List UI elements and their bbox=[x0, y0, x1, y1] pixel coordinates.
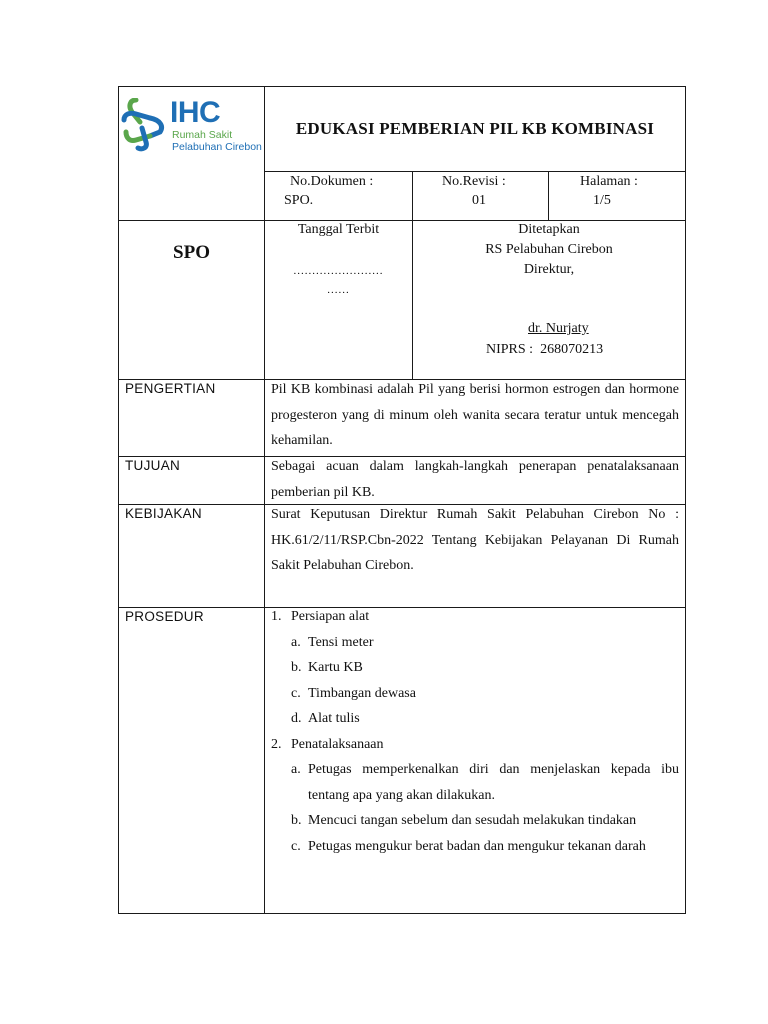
substep-text: Alat tulis bbox=[308, 711, 360, 726]
substep-letter: c. bbox=[291, 838, 301, 854]
page-value: 1/5 bbox=[593, 193, 611, 208]
issue-date-dots: ........................ bbox=[293, 265, 384, 277]
procedure-substep bbox=[271, 834, 679, 860]
hospital-logo bbox=[118, 92, 264, 162]
procedure-substep bbox=[271, 630, 679, 656]
procedure-list bbox=[271, 604, 679, 859]
step-number: 1. bbox=[271, 609, 282, 624]
procedure-substep bbox=[271, 655, 679, 681]
director-niprs: NIPRS : 268070213 bbox=[486, 342, 604, 357]
procedure-substep bbox=[271, 681, 679, 707]
logo-line1: Rumah Sakit bbox=[172, 129, 233, 141]
substep-text: Petugas memperkenalkan diri dan menjelaskan kepada ibu tentang apa yang akan dilakukan. bbox=[308, 762, 679, 803]
substep-text: Kartu KB bbox=[308, 660, 363, 675]
doc-number-value: SPO. bbox=[284, 193, 314, 208]
substep-letter: c. bbox=[291, 685, 301, 701]
substep-text: Timbangan dewasa bbox=[308, 685, 416, 701]
substep-letter: a. bbox=[291, 634, 301, 650]
revision-value: 01 bbox=[472, 193, 486, 208]
page-label: Halaman : bbox=[580, 174, 638, 189]
doc-number-label: No.Dokumen : bbox=[290, 174, 374, 189]
step-title: Penatalaksanaan bbox=[291, 736, 384, 752]
pengertian-label: PENGERTIAN bbox=[125, 381, 216, 396]
director-name: dr. Nurjaty bbox=[528, 321, 589, 336]
procedure-substep bbox=[271, 808, 679, 834]
step-title: Persiapan alat bbox=[291, 609, 370, 624]
step-number: 2. bbox=[271, 736, 282, 752]
kebijakan-text: Surat Keputusan Direktur Rumah Sakit Pelabuhan Cirebon No : HK.61/2/11/RSP.Cbn-2022 Tentang Kebijakan Pelayanan Di Rumah Sakit Pelabuhan Cirebon. bbox=[271, 507, 679, 573]
approval-line3: Direktur, bbox=[523, 262, 575, 277]
substep-text: Tensi meter bbox=[308, 634, 374, 650]
kebijakan-label: KEBIJAKAN bbox=[125, 506, 202, 521]
procedure-substep bbox=[271, 757, 679, 808]
substep-text: Petugas mengukur berat badan dan mengukur tekanan darah bbox=[308, 838, 646, 854]
substep-letter: d. bbox=[291, 711, 302, 726]
procedure-substep bbox=[271, 706, 679, 732]
tujuan-text: Sebagai acuan dalam langkah-langkah penerapan penatalaksanaan pemberian pil KB. bbox=[271, 459, 679, 500]
ihc-cross-icon bbox=[120, 98, 168, 152]
issue-date-dots-2: ...... bbox=[327, 284, 350, 296]
approval-line2: RS Pelabuhan Cirebon bbox=[485, 242, 613, 257]
procedure-step bbox=[271, 732, 679, 758]
procedure-step bbox=[271, 604, 679, 630]
revision-label: No.Revisi : bbox=[442, 174, 506, 189]
spo-label: SPO bbox=[173, 242, 210, 263]
document-title: EDUKASI PEMBERIAN PIL KB KOMBINASI bbox=[295, 119, 655, 138]
logo-brand: IHC bbox=[170, 96, 221, 129]
substep-text: Mencuci tangan sebelum dan sesudah melakukan tindakan bbox=[308, 813, 637, 828]
logo-line2: Pelabuhan Cirebon bbox=[172, 141, 262, 153]
approval-line1: Ditetapkan bbox=[518, 222, 580, 237]
pengertian-text: Pil KB kombinasi adalah Pil yang berisi hormon estrogen dan hormone progesteron yang di minum oleh wanita secara teratur untuk mencegah kehamilan. bbox=[271, 382, 679, 448]
substep-letter: a. bbox=[291, 762, 301, 777]
substep-letter: b. bbox=[291, 660, 302, 675]
prosedur-label: PROSEDUR bbox=[125, 609, 204, 624]
tujuan-label: TUJUAN bbox=[125, 458, 181, 473]
issue-date-label: Tanggal Terbit bbox=[297, 222, 380, 237]
substep-letter: b. bbox=[291, 813, 302, 828]
